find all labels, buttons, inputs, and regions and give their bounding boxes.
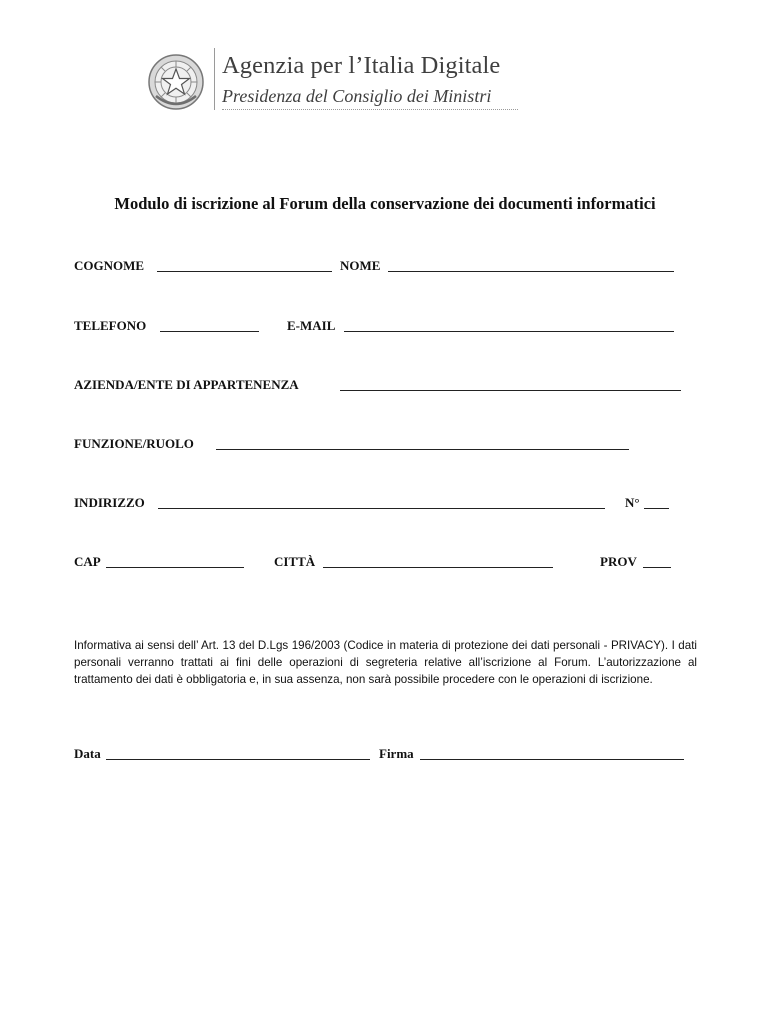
italian-republic-emblem-icon — [146, 52, 206, 112]
email-field[interactable] — [344, 331, 674, 332]
company-row — [74, 377, 694, 397]
header-divider — [214, 48, 215, 110]
telefono-label: TELEFONO — [74, 318, 147, 333]
azienda-label: AZIENDA/ENTE DI APPARTENENZA — [74, 377, 299, 392]
numero-label: N° — [625, 495, 640, 510]
address-row — [74, 495, 694, 515]
nome-label: NOME — [340, 258, 381, 273]
firma-label: Firma — [379, 746, 414, 761]
citta-label: CITTÀ — [274, 554, 316, 569]
agency-name: Agenzia per l’Italia Digitale — [222, 52, 501, 79]
agency-header — [146, 48, 526, 118]
telefono-field[interactable] — [160, 331, 259, 332]
numero-field[interactable] — [644, 508, 669, 509]
nome-field[interactable] — [388, 271, 674, 272]
data-field[interactable] — [106, 759, 370, 760]
header-dotted-rule — [222, 109, 518, 110]
data-label: Data — [74, 746, 101, 761]
location-row — [74, 554, 694, 574]
funzione-label: FUNZIONE/RUOLO — [74, 436, 194, 451]
cognome-field[interactable] — [157, 271, 332, 272]
firma-field[interactable] — [420, 759, 684, 760]
form-title: Modulo di iscrizione al Forum della conservazione dei documenti informatici — [114, 194, 656, 213]
azienda-field[interactable] — [340, 390, 681, 391]
presidency-name: Presidenza del Consiglio dei Ministri — [222, 86, 492, 106]
prov-label: PROV — [600, 554, 637, 569]
cognome-label: COGNOME — [74, 258, 145, 273]
name-row — [74, 258, 694, 278]
signature-row — [74, 746, 694, 766]
email-label: E-MAIL — [287, 318, 336, 333]
cap-field[interactable] — [106, 567, 244, 568]
prov-field[interactable] — [643, 567, 671, 568]
role-row — [74, 436, 694, 456]
indirizzo-field[interactable] — [158, 508, 605, 509]
funzione-field[interactable] — [216, 449, 629, 450]
citta-field[interactable] — [323, 567, 553, 568]
contact-row — [74, 318, 694, 338]
indirizzo-label: INDIRIZZO — [74, 495, 145, 510]
privacy-notice: Informativa ai sensi dell’ Art. 13 del D.Lgs 196/2003 (Codice in materia di protezione dei dati personali - PRIVACY). I dati personali verranno trattati ai fini delle operazioni di segreteria relative all’iscrizione al Forum. L’autorizzazione al trattamento dei dati è obbligatoria e, in sua assenza, non sarà possibile procedere con le operazioni di iscrizione. — [74, 639, 697, 687]
cap-label: CAP — [74, 554, 101, 569]
